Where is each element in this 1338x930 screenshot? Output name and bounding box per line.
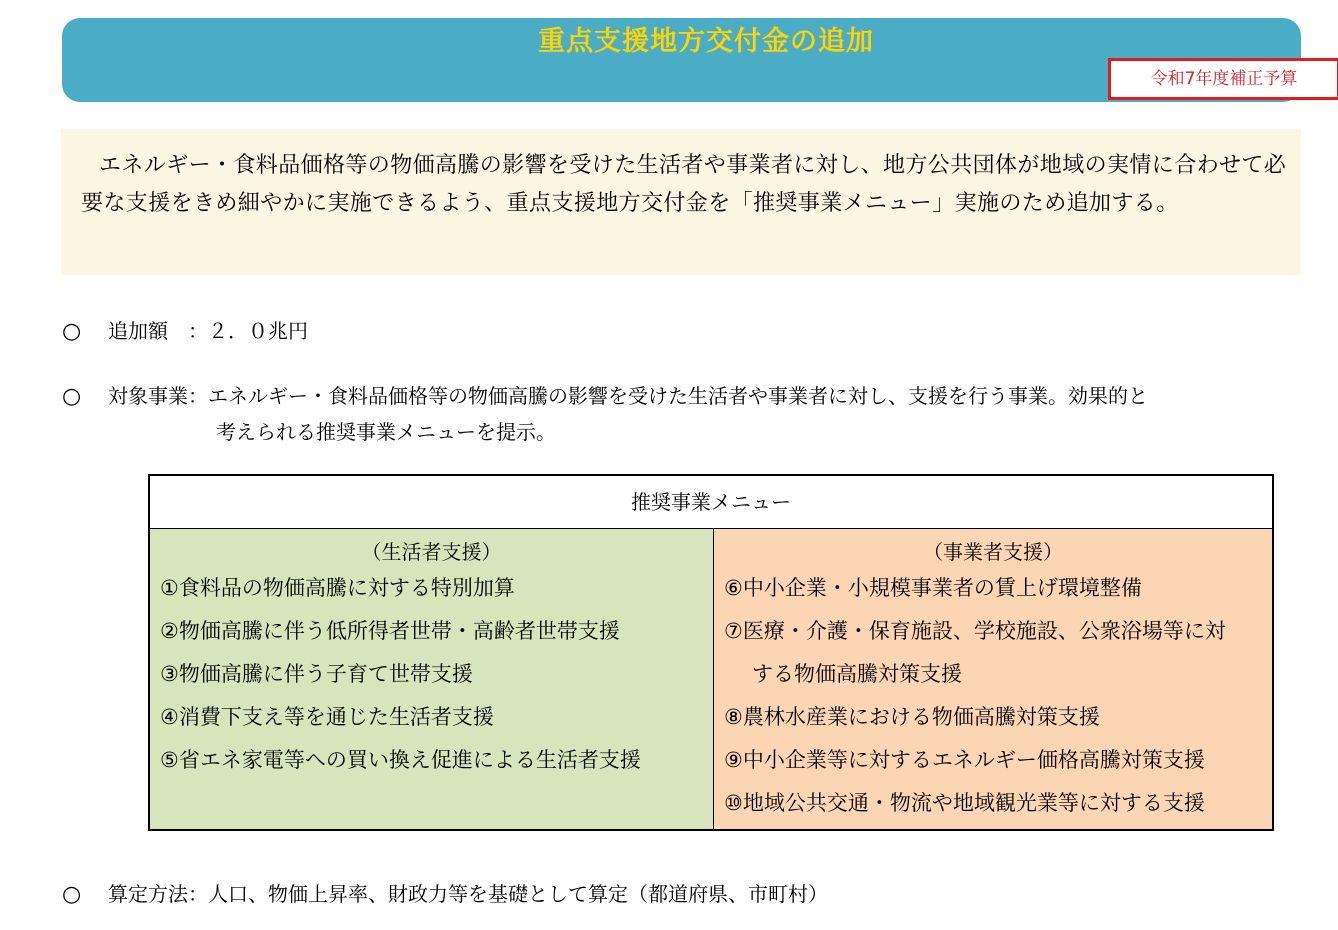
consumer-support-list xyxy=(160,567,641,782)
method-text: 算定方法：人口、物価上昇率、財政力等を基礎として算定（都道府県、市町村） xyxy=(108,882,828,906)
target-text-line2: 考えられる推奨事業メニューを提示。 xyxy=(216,420,556,444)
list-item: ⑥中小企業・小規模事業者の賃上げ環境整備 xyxy=(724,576,1142,600)
summary-box xyxy=(61,129,1301,275)
bullet-circle-icon: ○ xyxy=(62,319,82,344)
consumer-support-column xyxy=(150,529,714,829)
consumer-support-heading: （生活者支援） xyxy=(361,540,502,564)
list-item-continuation: する物価高騰対策支援 xyxy=(752,662,962,686)
title-banner xyxy=(62,18,1301,102)
list-item: ⑨中小企業等に対するエネルギー価格高騰対策支援 xyxy=(724,748,1205,772)
menu-header: 推奨事業メニュー xyxy=(150,476,1272,529)
amount-item xyxy=(62,313,308,350)
business-support-heading: （事業者支援） xyxy=(923,540,1063,564)
list-item: ④消費下支え等を通じた生活者支援 xyxy=(160,705,494,729)
business-support-column xyxy=(714,529,1272,829)
list-item: ③物価高騰に伴う子育て世帯支援 xyxy=(160,662,473,686)
bullet-circle-icon: ○ xyxy=(62,882,82,907)
list-item: ⑩地域公共交通・物流や地域観光業等に対する支援 xyxy=(724,791,1205,815)
list-item: ②物価高騰に伴う低所得者世帯・高齢者世帯支援 xyxy=(160,619,620,643)
method-item xyxy=(62,876,828,913)
budget-badge: 令和7年度補正予算 xyxy=(1108,58,1338,100)
list-item: ①食料品の物価高騰に対する特別加算 xyxy=(160,576,515,600)
page-title: 重点支援地方交付金の追加 xyxy=(538,26,874,57)
list-item: ⑤省エネ家電等への買い換え促進による生活者支援 xyxy=(160,748,641,772)
list-item: ⑧農林水産業における物価高騰対策支援 xyxy=(724,705,1100,729)
summary-text: エネルギー・食料品価格等の物価高騰の影響を受けた生活者や事業者に対し、地方公共団体が地域の実情に合わせて必要な支援をきめ細やかに実施できるよう、重点支援地方交付金を「推奨事業メニュー」実施のため追加する。 xyxy=(81,153,1287,216)
amount-text: 追加額 ：２．０兆円 xyxy=(108,319,308,343)
bullet-circle-icon: ○ xyxy=(62,384,82,409)
list-item: ⑦医療・介護・保育施設、学校施設、公衆浴場等に対 xyxy=(724,619,1226,643)
recommended-menu-table xyxy=(148,474,1274,831)
target-item xyxy=(62,378,1148,415)
business-support-list xyxy=(724,567,1226,825)
target-text-line1: 対象事業：エネルギー・食料品価格等の物価高騰の影響を受けた生活者や事業者に対し、支援を行う事業。効果的と xyxy=(108,384,1148,408)
